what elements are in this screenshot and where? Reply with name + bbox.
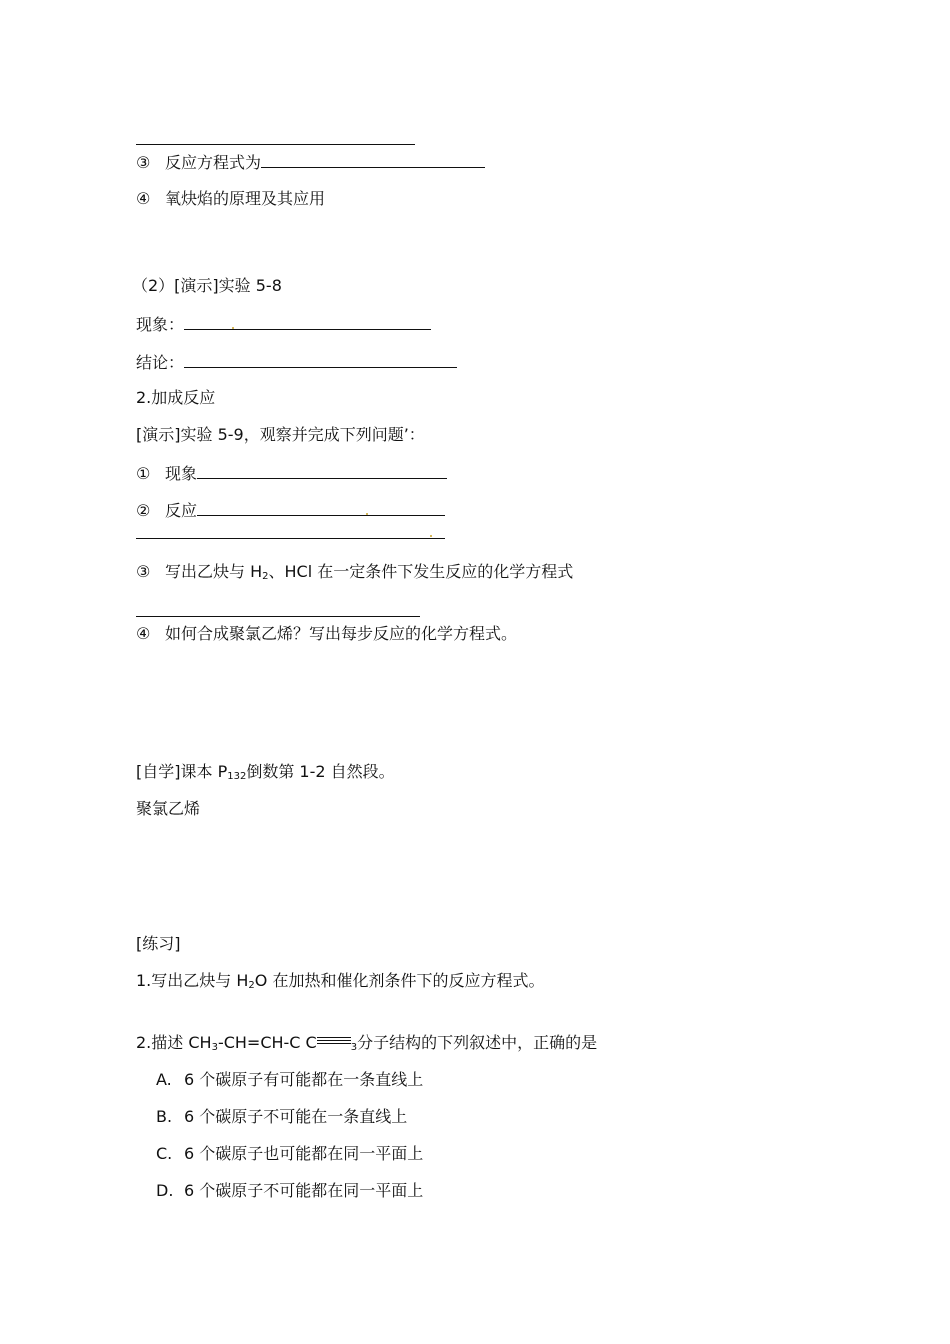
answer-line	[136, 616, 420, 617]
ink-dot	[430, 535, 432, 537]
subscript: 3	[211, 1042, 218, 1053]
answer-blank	[184, 351, 457, 368]
question-4-oxyacetylene	[136, 189, 325, 209]
question-text: O 在加热和催化剂条件下的反应方程式。	[254, 971, 545, 990]
answer-blank	[184, 313, 431, 330]
answer-blank	[261, 151, 485, 168]
answer-line	[136, 538, 445, 539]
pvc-topic: 聚氯乙烯	[136, 799, 201, 818]
option-letter: C.	[156, 1144, 173, 1163]
marker: ②	[136, 501, 151, 520]
option-c	[156, 1144, 423, 1164]
question-text: 如何合成聚氯乙烯？写出每步反应的化学方程式。	[165, 624, 518, 643]
option-text: 6 个碳原子有可能都在一条直线上	[184, 1070, 424, 1089]
practice-heading: [练习]	[136, 934, 181, 953]
marker: ④	[136, 624, 151, 643]
subscript: 2	[262, 571, 269, 582]
demo-5-9-intro: [演示]实验 5-9，观察并完成下列问题’：	[136, 425, 425, 444]
option-d	[156, 1181, 423, 1201]
option-text: 6 个碳原子不可能都在同一平面上	[184, 1181, 424, 1200]
option-text: 6 个碳原子不可能在一条直线上	[184, 1107, 408, 1126]
question-text: 写出乙炔与 H	[165, 562, 263, 581]
phenomenon-line	[136, 313, 431, 333]
demo-5-9-question-4	[136, 624, 517, 644]
practice-question-1	[136, 971, 544, 991]
question-3-equation	[136, 151, 485, 171]
addition-reaction-heading: 2.加成反应	[136, 388, 216, 407]
option-text: 6 个碳原子也可能都在同一平面上	[184, 1144, 424, 1163]
self-study-text: [自学]课本 P	[136, 762, 228, 781]
question-text: 、HCl 在一定条件下发生反应的化学方程式	[268, 562, 574, 581]
ink-dot	[366, 513, 368, 515]
conclusion-line	[136, 351, 457, 371]
subscript: 2	[248, 980, 255, 991]
marker: ③	[136, 153, 151, 172]
question-text: 2.描述 CH	[136, 1033, 212, 1052]
option-letter: A.	[156, 1070, 172, 1089]
question-text: 分子结构的下列叙述中，正确的是	[357, 1033, 598, 1052]
marker: ④	[136, 189, 151, 208]
demo-5-9-question-2	[136, 499, 445, 519]
self-study-text: 倒数第 1-2 自然段。	[246, 762, 395, 781]
option-letter: B.	[156, 1107, 173, 1126]
subscript: 3	[350, 1042, 358, 1053]
option-letter: D.	[156, 1181, 174, 1200]
practice-question-2	[136, 1033, 597, 1053]
subscript: 132	[227, 771, 247, 782]
question-text: 1.写出乙炔与 H	[136, 971, 249, 990]
ink-dot	[232, 327, 234, 329]
demo-5-8-title: （2）[演示]实验 5-8	[132, 276, 282, 295]
conclusion-label: 结论：	[136, 353, 185, 372]
demo-5-9-question-1	[136, 462, 447, 482]
marker: ③	[136, 562, 151, 581]
question-text: 反应方程式为	[165, 153, 262, 172]
question-text: 反应	[165, 501, 198, 520]
option-a	[156, 1070, 423, 1090]
marker: ①	[136, 464, 151, 483]
question-text: -CH=CH-C C	[217, 1033, 317, 1052]
phenomenon-label: 现象：	[136, 315, 185, 334]
answer-blank	[197, 499, 445, 516]
option-b	[156, 1107, 407, 1127]
answer-line	[136, 144, 415, 145]
question-text: 氧炔焰的原理及其应用	[165, 189, 326, 208]
answer-blank	[197, 462, 447, 479]
self-study-line	[136, 762, 395, 782]
demo-5-9-question-3	[136, 562, 573, 582]
question-text: 现象	[165, 464, 198, 483]
triple-bond-icon	[317, 1036, 351, 1046]
